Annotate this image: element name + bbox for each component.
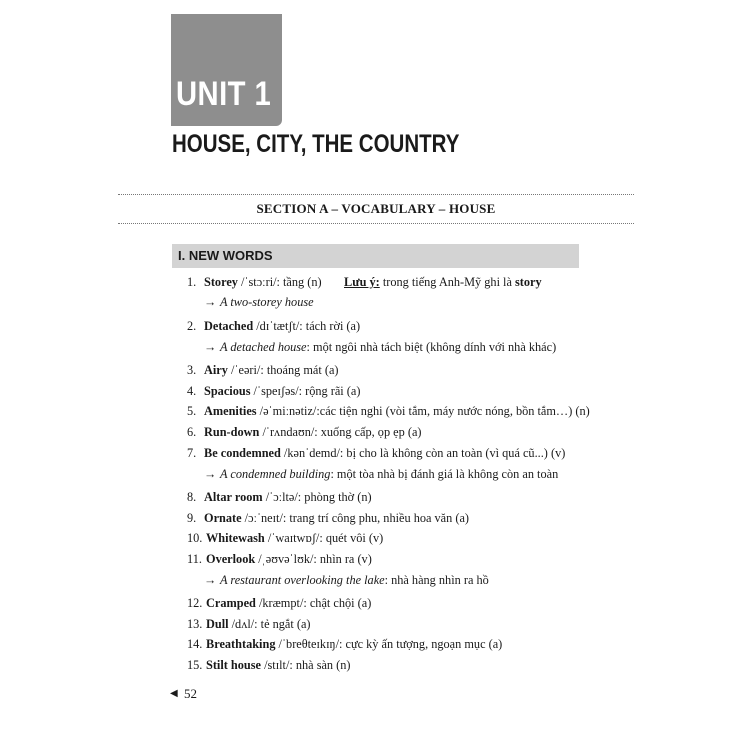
note-word: story [515, 275, 542, 289]
section-top-divider [118, 194, 634, 195]
entry-word: Airy [204, 363, 228, 377]
entry-number: 4. [187, 384, 197, 398]
entry-number: 3. [187, 363, 197, 377]
entry-definition: /ɔːˈneɪt/: trang trí công phu, nhiều hoa văn (a) [241, 511, 469, 525]
entry-definition: /ˈbreθteɪkɪŋ/: cực kỳ ấn tượng, ngoạn mục (a) [275, 637, 503, 651]
example-translation: : một tòa nhà bị đánh giá là không còn an toàn [330, 467, 559, 481]
entry-word: Stilt house [206, 658, 262, 672]
entry-number: 6. [187, 425, 197, 439]
entry-number: 15. [187, 658, 203, 672]
entry-word: Be condemned [204, 446, 281, 460]
arrow-icon: → [204, 340, 217, 354]
entry-definition: /stɪlt/: nhà sàn (n) [261, 658, 351, 672]
section-bottom-divider [118, 223, 634, 224]
arrow-icon: → [204, 295, 217, 309]
entry-definition: /ˈwaɪtwɒʃ/: quét vôi (v) [264, 531, 384, 545]
example-phrase: A condemned building [220, 467, 331, 481]
entry-word: Spacious [204, 384, 251, 398]
new-words-heading: I. NEW WORDS [178, 248, 273, 263]
entry-number: 14. [187, 637, 203, 651]
note-label: Lưu ý: [344, 275, 380, 289]
entry-number: 9. [187, 511, 197, 525]
entry-word: Altar room [204, 490, 263, 504]
entry-number: 2. [187, 319, 197, 333]
usage-note [344, 274, 542, 290]
entry-definition: /ˌəʊvəˈlʊk/: nhìn ra (v) [255, 552, 372, 566]
example-translation: : nhà hàng nhìn ra hồ [384, 573, 489, 587]
entry-number: 12. [187, 596, 203, 610]
arrow-icon: → [204, 467, 217, 481]
entry-number: 7. [187, 446, 197, 460]
entry-definition: /ˈeəri/: thoáng mát (a) [227, 363, 339, 377]
entry-number: 8. [187, 490, 197, 504]
entry-number: 5. [187, 404, 197, 418]
entry-word: Overlook [206, 552, 256, 566]
entry-word: Cramped [206, 596, 256, 610]
entry-word: Dull [206, 617, 229, 631]
example-translation: : một ngôi nhà tách biệt (không dính với nhà khác) [306, 340, 557, 354]
page-number: 52 [184, 686, 197, 701]
entry-word: Detached [204, 319, 254, 333]
entry-definition: /əˈmiːnətiz/:các tiện nghi (vòi tắm, máy nước nóng, bồn tắm…) (n) [256, 404, 590, 418]
example-phrase: A two-storey house [220, 295, 314, 309]
entry-number: 13. [187, 617, 203, 631]
entry-definition: /ˈrʌndaʊn/: xuống cấp, ọp ẹp (a) [259, 425, 422, 439]
entry-word: Whitewash [206, 531, 265, 545]
section-title: SECTION A – VOCABULARY – HOUSE [256, 201, 496, 216]
entry-word: Storey [204, 275, 238, 289]
entry-word: Run-down [204, 425, 260, 439]
note-text: trong tiếng Anh-Mỹ ghi là [379, 275, 516, 289]
entry-word: Ornate [204, 511, 242, 525]
page-arrow-icon: ◀ [170, 688, 178, 699]
entry-definition: /kənˈdemd/: bị cho là không còn an toàn (vì quá cũ...) (v) [280, 446, 566, 460]
unit-label: UNIT 1 [176, 75, 272, 113]
entry-word: Amenities [204, 404, 257, 418]
entry-definition: /ˈɔːltə/: phòng thờ (n) [262, 490, 372, 504]
entry-number: 10. [187, 531, 203, 545]
entry-word: Breathtaking [206, 637, 276, 651]
entry-definition: /ˈspeɪʃəs/: rộng rãi (a) [250, 384, 361, 398]
entry-definition: /dɪˈtætʃt/: tách rời (a) [253, 319, 361, 333]
entry-definition: /dʌl/: tẻ ngắt (a) [228, 617, 311, 631]
example-phrase: A detached house [220, 340, 307, 354]
example-phrase: A restaurant overlooking the lake [220, 573, 385, 587]
arrow-icon: → [204, 573, 217, 587]
entry-number: 11. [187, 552, 202, 566]
entry-number: 1. [187, 275, 197, 289]
entry-definition: /ˈstɔːri/: tầng (n) [237, 275, 322, 289]
entry-definition: /kræmpt/: chật chội (a) [255, 596, 372, 610]
unit-title: HOUSE, CITY, THE COUNTRY [172, 130, 460, 158]
